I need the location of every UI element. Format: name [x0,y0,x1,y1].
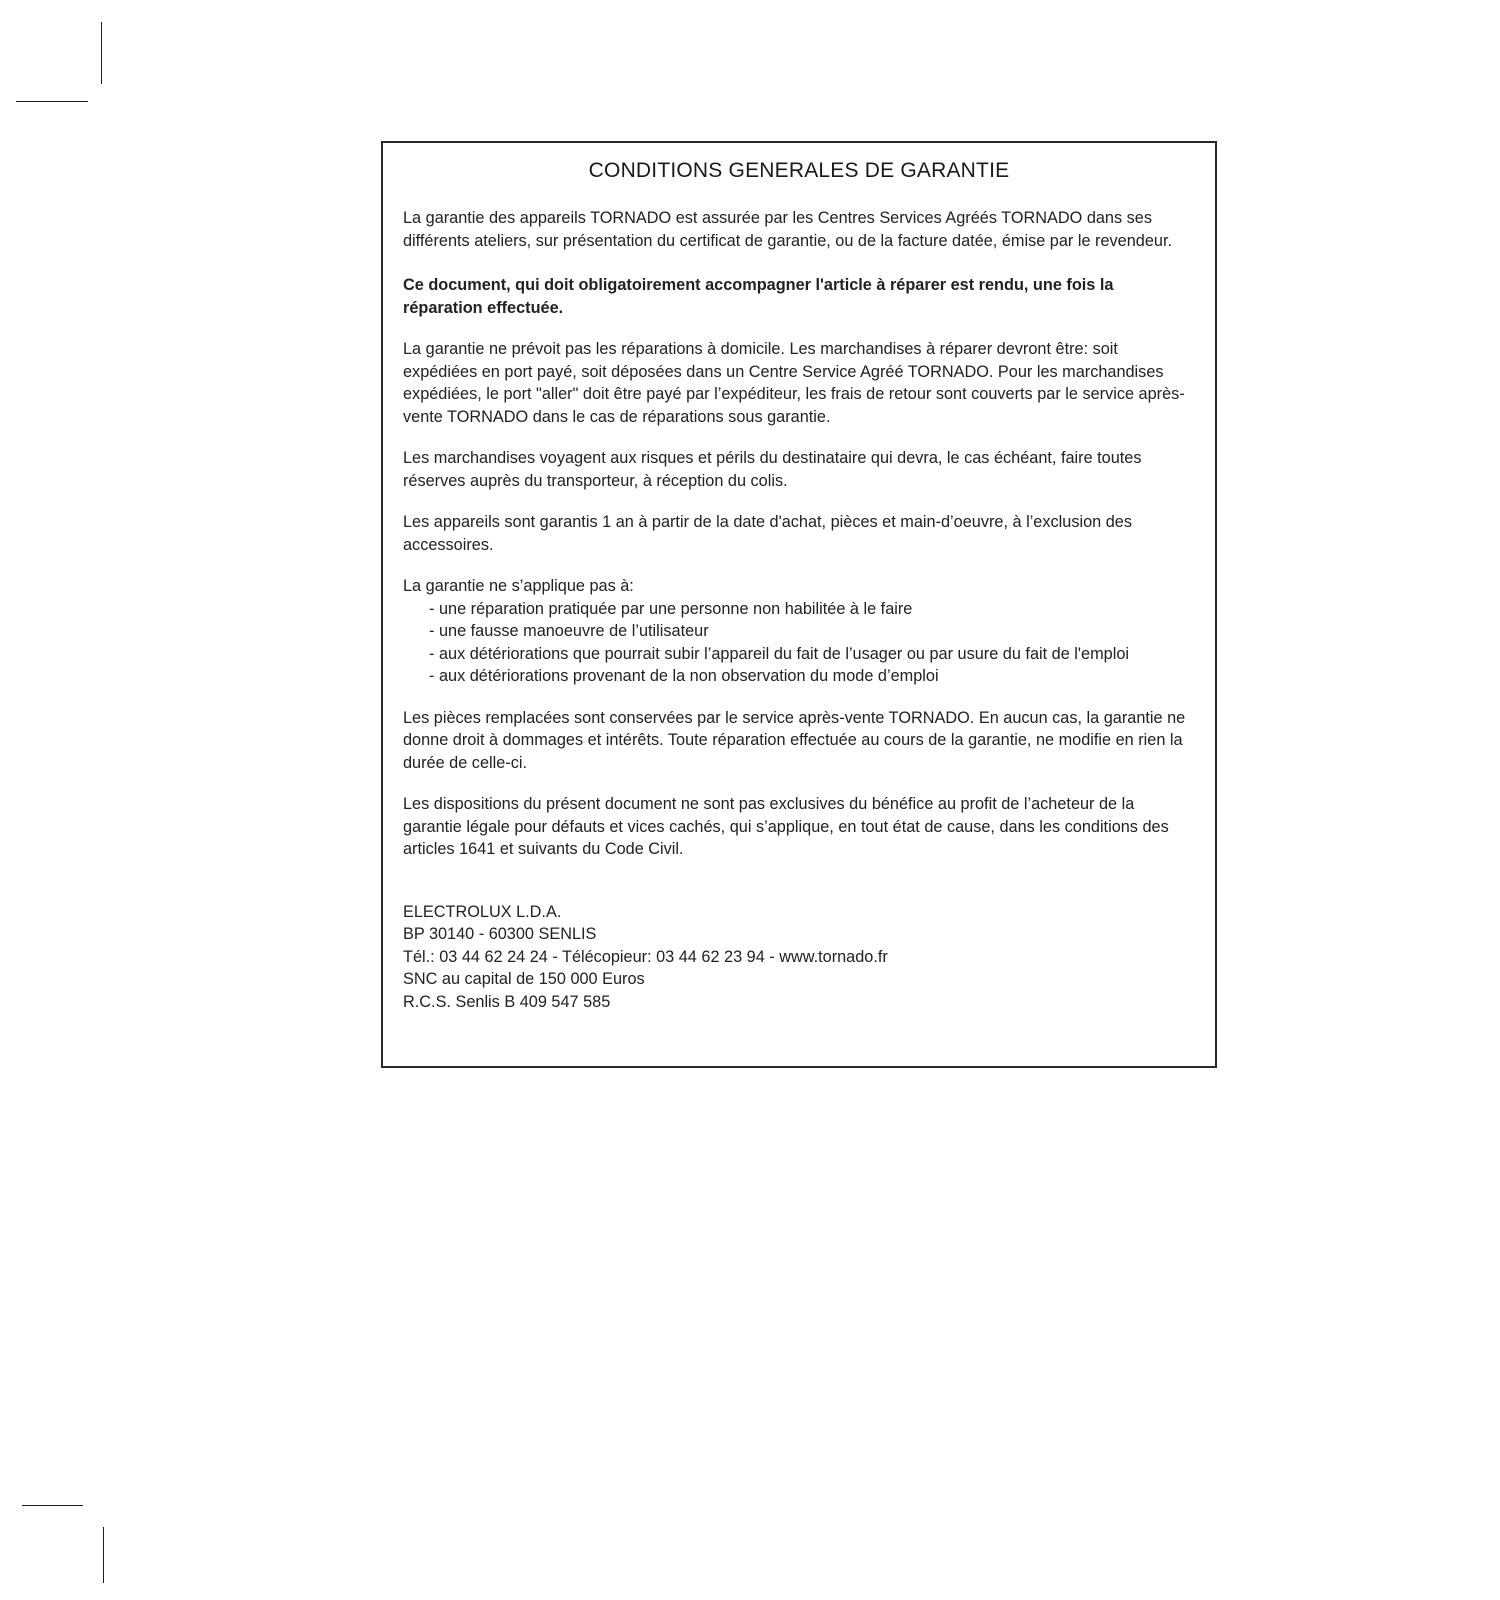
postal-address: BP 30140 - 60300 SENLIS [403,925,597,943]
exclusions-list [403,598,1195,688]
crop-mark-bottom-vertical [103,1527,104,1583]
company-name: ELECTROLUX L.D.A. [403,902,562,921]
capital-line: SNC au capital de 150 000 Euros [403,970,645,988]
paragraph-shipping: La garantie ne prévoit pas les réparations à domicile. Les marchandises à réparer devront être: soit expédiées en port payé, soit déposées dans un Centre Service Agréé TORNADO. Pour les marchandises expédiées, le port "aller" doit être payé par l’expéditeur, les frais de retour sont couverts par le service après-vente TORNADO dans le cas de réparations sous garantie. [403,340,1185,426]
paragraph-warranty-duration: Les appareils sont garantis 1 an à partir de la date d'achat, pièces et main-d’oeuvre, à l’exclusion des accessoires. [403,513,1132,554]
list-item: - aux détériorations que pourrait subir l’appareil du fait de l’usager ou par usure du fait de l'emploi [429,643,1195,666]
paragraph-transport-risks: Les marchandises voyagent aux risques et périls du destinataire qui devra, le cas échéant, faire toutes réserves auprès du transporteur, à réception du colis. [403,449,1142,490]
paragraph-legal-warranty: Les dispositions du présent document ne sont pas exclusives du bénéfice au profit de l’acheteur de la garantie légale pour défauts et vices cachés, qui s’applique, en tout état de cause, dans les conditions des articles 1641 et suivants du Code Civil. [403,795,1169,858]
paragraph-document-notice: Ce document, qui doit obligatoirement accompagner l'article à réparer est rendu, une fois la réparation effectuée. [403,276,1114,317]
crop-mark-top-vertical [101,22,102,84]
list-item: - une réparation pratiquée par une personne non habilitée à le faire [429,598,1195,621]
crop-mark-top-horizontal [16,101,88,102]
crop-mark-bottom-horizontal [22,1505,83,1506]
company-address [403,901,1195,1014]
paragraph-service-centers: La garantie des appareils TORNADO est assurée par les Centres Services Agréés TORNADO dans ses différents ateliers, sur présentation du certificat de garantie, ou de la facture datée, émise par le revendeur. [403,209,1172,250]
paragraph-exclusions-intro: La garantie ne s’applique pas à: [403,577,634,595]
warranty-conditions-box [381,141,1217,1068]
list-item: - une fausse manoeuvre de l’utilisateur [429,620,1195,643]
contact-line: Tél.: 03 44 62 24 24 - Télécopieur: 03 44 62 23 94 - www.tornado.fr [403,947,888,966]
list-item: - aux détériorations provenant de la non observation du mode d’emploi [429,665,1195,688]
paragraph-replaced-parts: Les pièces remplacées sont conservées par le service après-vente TORNADO. En aucun cas, la garantie ne donne droit à dommages et intérêts. Toute réparation effectuée au cours de la garantie, ne modifie en rien la durée de celle-ci. [403,708,1186,772]
rcs-line: R.C.S. Senlis B 409 547 585 [403,992,611,1011]
page-title: CONDITIONS GENERALES DE GARANTIE [588,159,1010,182]
